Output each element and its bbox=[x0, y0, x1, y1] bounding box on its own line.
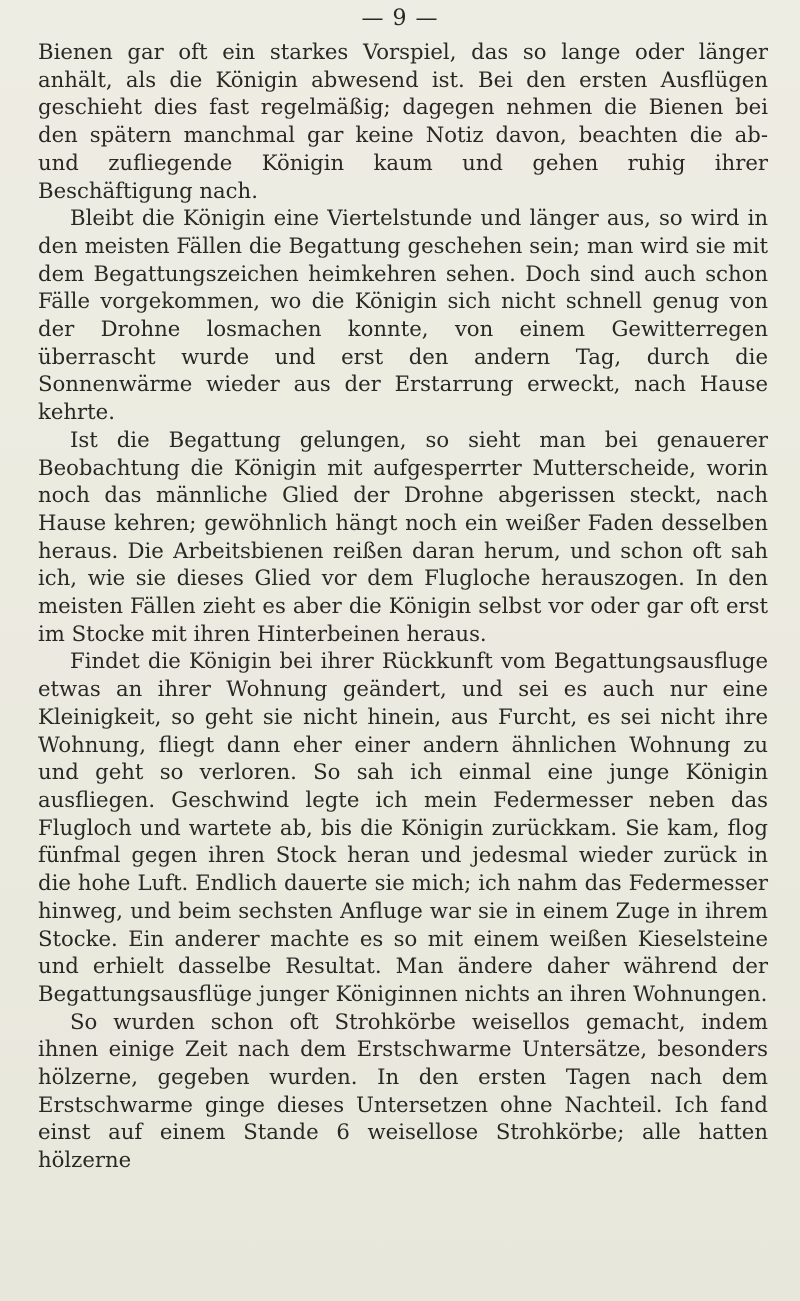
page-number: — 9 — bbox=[361, 6, 439, 31]
page-body bbox=[38, 38, 768, 1174]
paragraph: So wurden schon oft Strohkörbe weisellos gemacht, indem ihnen einige Zeit nach dem Erstschwarme Untersätze, besonders hölzerne, gegeben wurden. In den ersten Tagen nach dem Erstschwarme ginge dieses Untersetzen ohne Nachteil. Ich fand einst auf einem Stande 6 weisellose Strohkörbe; alle hatten hölzerne bbox=[38, 1008, 768, 1173]
paragraph: Bleibt die Königin eine Viertelstunde und länger aus, so wird in den meisten Fällen die Begattung geschehen sein; man wird sie mit dem Begattungszeichen heimkehren sehen. Doch sind auch schon Fälle vorgekommen, wo die Königin sich nicht schnell genug von der Drohne losmachen konnte, von einem Gewitterregen überrascht wurde und erst den andern Tag, durch die Sonnenwärme wieder aus der Erstarrung erweckt, nach Hause kehrte. bbox=[38, 205, 768, 425]
paragraph: Ist die Begattung gelungen, so sieht man bei genauerer Beobachtung die Königin mit aufgesperrter Mutterscheide, worin noch das männliche Glied der Drohne abgerissen steckt, nach Hause kehren; gewöhnlich hängt noch ein weißer Faden desselben heraus. Die Arbeitsbienen reißen daran herum, und schon oft sah ich, wie sie dieses Glied vor dem Flugloche herauszogen. In den meisten Fällen zieht es aber die Königin selbst vor oder gar oft erst im Stocke mit ihren Hinterbeinen heraus. bbox=[38, 426, 768, 646]
paragraph: Bienen gar oft ein starkes Vorspiel, das so lange oder länger anhält, als die Königin abwesend ist. Bei den ersten Ausflügen geschieht dies fast regelmäßig; dagegen nehmen die Bienen bei den spätern manchmal gar keine Notiz davon, beachten die ab- und zufliegende Königin kaum und gehen ruhig ihrer Beschäftigung nach. bbox=[38, 39, 768, 203]
paragraph: Findet die Königin bei ihrer Rückkunft vom Begattungsausfluge etwas an ihrer Wohnung geändert, und sei es auch nur eine Kleinigkeit, so geht sie nicht hinein, aus Furcht, es sei nicht ihre Wohnung, fliegt dann eher einer andern ähnlichen Wohnung zu und geht so verloren. So sah ich einmal eine junge Königin ausfliegen. Geschwind legte ich mein Federmesser neben das Flugloch und wartete ab, bis die Königin zurückkam. Sie kam, flog fünfmal gegen ihren Stock heran und jedesmal wieder zurück in die hohe Luft. Endlich dauerte sie mich; ich nahm das Federmesser hinweg, und beim sechsten Anfluge war sie in einem Zuge in ihrem Stocke. Ein anderer machte es so mit einem weißen Kieselsteine und erhielt dasselbe Resultat. Man ändere daher während der Begattungsausflüge junger Königinnen nichts an ihren Wohnungen. bbox=[38, 648, 768, 1006]
